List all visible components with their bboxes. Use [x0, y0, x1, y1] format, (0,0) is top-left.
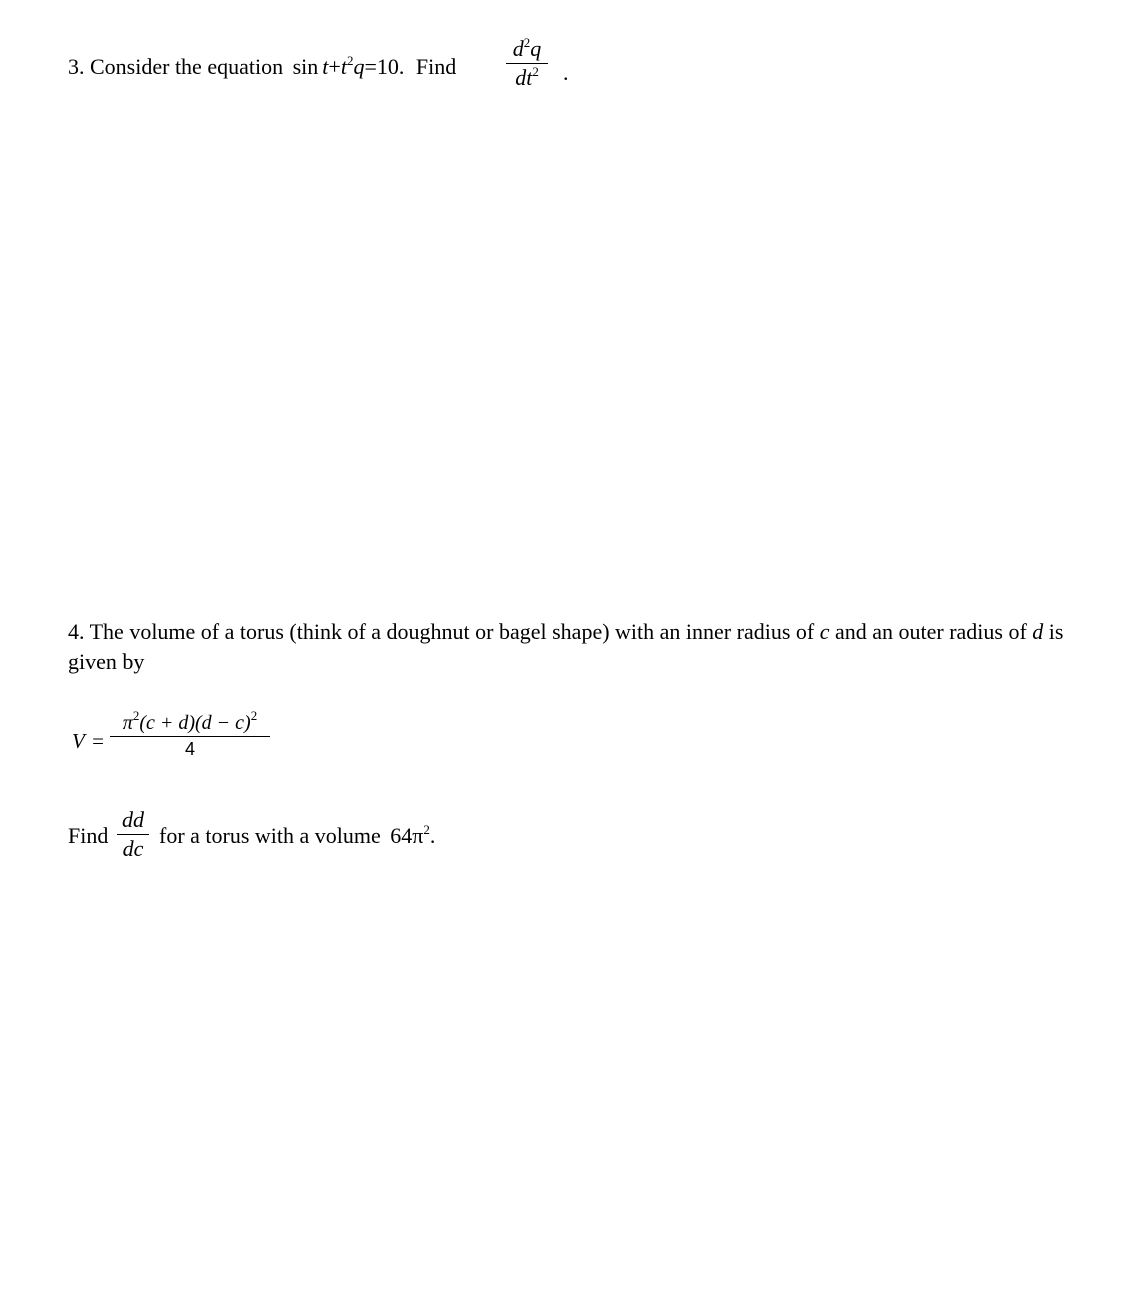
q3-end-period: .	[563, 60, 569, 85]
q3-frac-denominator: $dt^2$	[515, 64, 539, 90]
q3-equation: $\sin t+t^2q=10$.	[292, 53, 405, 79]
q4-line-1: 4. The volume of a torus (think of a doughnut or bagel shape) with an inner radius of c and an outer radius of d is	[68, 619, 1064, 644]
q4-var-d: d	[1032, 619, 1044, 644]
q4-volume-value: $64\pi^2$.	[390, 822, 436, 848]
q4-formula-bar	[110, 736, 270, 737]
q3-number: 3.	[68, 54, 85, 79]
q3-prompt	[68, 53, 457, 79]
q4-var-c: c	[819, 619, 830, 644]
q4-frac-denominator: dc	[122, 836, 144, 861]
q3-derivative-fraction	[506, 35, 548, 90]
q4-formula-denominator: 4	[184, 739, 195, 759]
q4-formula-numerator: $\pi^2(c + d)(d - c)^2$	[122, 708, 258, 734]
q4-frac-numerator: dd	[122, 807, 144, 832]
q3-frac-bar	[506, 63, 548, 64]
q4-find-label: Find	[68, 823, 109, 848]
q4-line-2: given by	[68, 649, 145, 674]
q4-formula-lhs: V =	[72, 729, 104, 753]
q4-frac-bar	[117, 834, 149, 835]
q4-find-tail: for a torus with a volume $64\pi^2$.	[159, 822, 436, 848]
q4-derivative-fraction	[117, 809, 149, 860]
q4-number: 4.	[68, 619, 85, 644]
q3-find-label: Find	[415, 54, 457, 79]
q4-volume-fraction	[110, 708, 270, 759]
q3-intro-text: Consider the equation	[90, 54, 284, 79]
q3-frac-numerator: $d^2q$	[512, 35, 542, 61]
